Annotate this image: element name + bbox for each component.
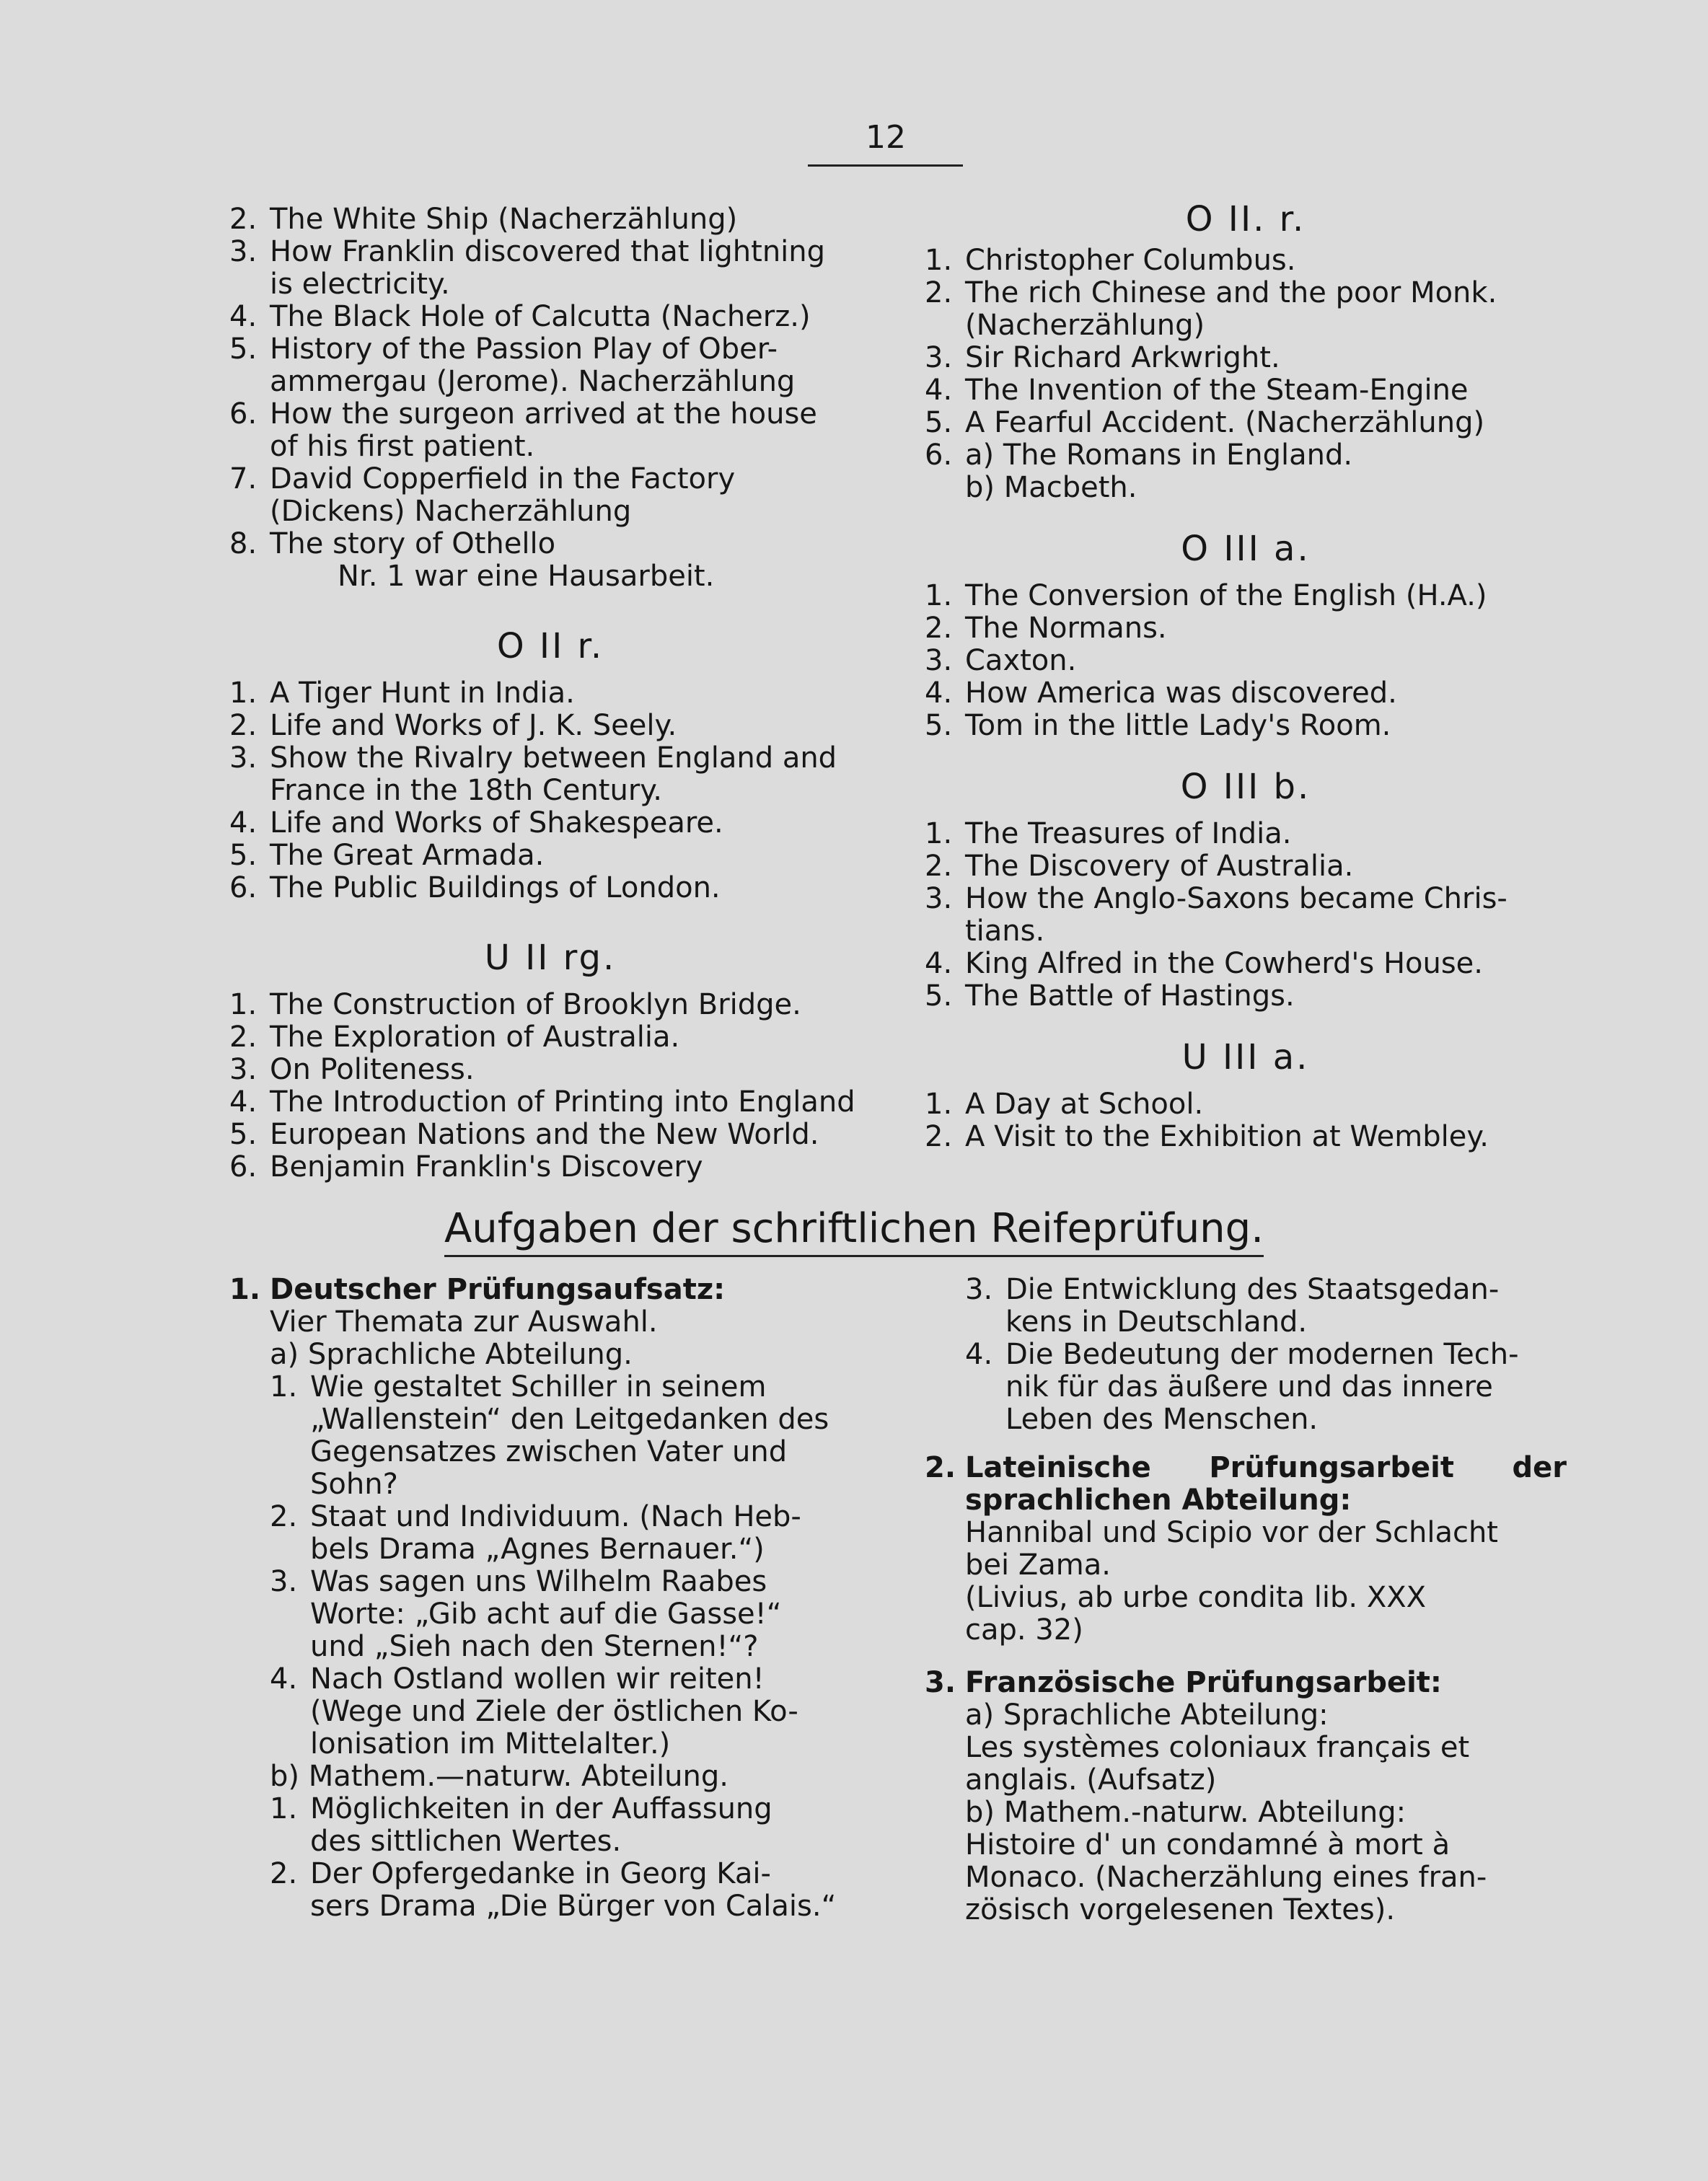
item-number: 2. (270, 1857, 298, 1890)
item-number: 3. (925, 882, 953, 915)
item-text: How Franklin discovered that lightning (270, 235, 826, 268)
french-line-3: anglais. (Aufsatz) (965, 1763, 1217, 1797)
item-text: The rich Chinese and the poor Monk. (965, 276, 1497, 309)
section-subtitle: Vier Themata zur Auswahl. (270, 1305, 658, 1339)
section-title: Französische Prüfungsarbeit: (965, 1666, 1442, 1699)
item-number: 1. (925, 817, 953, 850)
section-heading-o-iii-a: O III a. (1181, 529, 1311, 569)
item-text: A Day at School. (965, 1088, 1204, 1121)
left-column-top (229, 203, 871, 1184)
latin-line-3: (Livius, ab urbe condita lib. XXX (965, 1581, 1427, 1614)
item-text-continued: „Wallenstein“ den Leitgedanken des (310, 1403, 829, 1436)
item-text-continued: ammergau (Jerome). Nacherzählung (270, 365, 796, 398)
item-text-continued: of his first patient. (270, 430, 535, 463)
item-text: Der Opfergedanke in Georg Kai- (310, 1857, 771, 1890)
item-number: 6. (229, 871, 257, 904)
section-number: 3. (925, 1666, 956, 1699)
essay-list-prev (229, 203, 871, 560)
item-text: Die Bedeutung der modernen Tech- (1005, 1338, 1519, 1371)
left-column-bottom (229, 1274, 871, 1923)
french-exam-section (925, 1667, 1567, 1699)
item-number: 3. (270, 1565, 298, 1598)
item-number: 2. (925, 1120, 953, 1153)
list-item (229, 1501, 871, 1533)
item-text: The Public Buildings of London. (270, 871, 721, 904)
french-line-4: b) Mathem.-naturw. Abteilung: (965, 1796, 1407, 1829)
essay-list-u-ii-rg (229, 989, 871, 1184)
item-number: 7. (229, 462, 257, 495)
item-number: 3. (229, 235, 257, 268)
item-text: The Great Armada. (270, 839, 545, 872)
list-item (925, 883, 1567, 915)
item-number: 3. (229, 1053, 257, 1086)
item-text: The Construction of Brooklyn Bridge. (270, 988, 801, 1021)
list-item (925, 1121, 1567, 1153)
item-text: Tom in the little Lady's Room. (965, 709, 1391, 742)
exam-title-text: Aufgaben der schriftlichen Reifeprüfung. (444, 1205, 1264, 1257)
french-line-5: Histoire d' un condamné à mort à (965, 1828, 1451, 1861)
item-number: 1. (270, 1370, 298, 1404)
item-text-continued: lonisation im Mittelalter.) (310, 1727, 671, 1761)
french-line-1: a) Sprachliche Abteilung: (965, 1698, 1329, 1732)
essay-list-o-ii-r (229, 677, 871, 904)
french-line-6: Monaco. (Nacherzählung eines fran- (965, 1861, 1487, 1894)
list-item (229, 1858, 871, 1890)
list-item (229, 1371, 871, 1404)
item-text: On Politeness. (270, 1053, 475, 1086)
item-text: a) The Romans in England. (965, 439, 1353, 472)
item-number: 3. (965, 1273, 993, 1306)
item-number: 4. (229, 1085, 257, 1119)
item-number: 2. (229, 203, 257, 236)
exam-title (0, 1206, 1708, 1252)
item-text: History of the Passion Play of Ober- (270, 332, 778, 366)
item-text: A Fearful Accident. (Nacherzählung) (965, 406, 1485, 439)
essay-list-o-ii-r-2 (925, 244, 1567, 504)
item-text: Die Entwicklung des Staatsgedan- (1005, 1273, 1500, 1306)
item-number: 4. (229, 300, 257, 333)
item-text: David Copperfield in the Factory (270, 462, 736, 495)
list-item (229, 1793, 871, 1825)
list-item (229, 840, 871, 872)
item-text-continued: France in the 18th Century. (270, 774, 662, 807)
list-item (229, 1151, 871, 1184)
french-line-2: Les systèmes coloniaux français et (965, 1731, 1470, 1764)
item-text: Caxton. (965, 644, 1077, 677)
german-topics-b-cont (925, 1274, 1567, 1436)
item-text: Sir Richard Arkwright. (965, 341, 1280, 374)
right-column-top (925, 199, 1567, 1153)
list-item (925, 407, 1567, 439)
list-item (229, 333, 871, 366)
french-line-7: zösisch vorgelesenen Textes). (965, 1893, 1396, 1926)
list-item (229, 1086, 871, 1119)
item-number: 1. (925, 1088, 953, 1121)
item-text-continued: Gegensatzes zwischen Vater und (310, 1435, 788, 1468)
essay-list-o-iii-b (925, 818, 1567, 1013)
page-number-rule (808, 164, 963, 167)
latin-line-4: cap. 32) (965, 1613, 1083, 1647)
item-text: The Invention of the Steam-Engine (965, 374, 1469, 407)
item-text: Nach Ostland wollen wir reiten! (310, 1662, 765, 1696)
item-text-continued: und „Sieh nach den Sternen!“? (310, 1630, 759, 1663)
item-number: 2. (270, 1500, 298, 1533)
list-item (925, 677, 1567, 710)
section-number: 2. (925, 1451, 956, 1484)
essay-list-u-iii-a (925, 1088, 1567, 1153)
list-item (229, 1021, 871, 1054)
item-number: 5. (229, 1118, 257, 1151)
item-text-continued: sers Drama „Die Bürger von Calais.“ (310, 1890, 837, 1923)
item-number: 2. (925, 612, 953, 645)
item-text-continued: des sittlichen Wertes. (310, 1825, 622, 1858)
list-item (925, 374, 1567, 407)
section-heading-u-iii-a: U III a. (1181, 1037, 1310, 1078)
item-number: 3. (229, 741, 257, 775)
item-number: 4. (925, 947, 953, 980)
list-item (925, 948, 1567, 980)
item-text: The Normans. (965, 612, 1167, 645)
item-text: Life and Works of Shakespeare. (270, 806, 723, 840)
section-heading-u-ii-rg: U II rg. (484, 938, 617, 978)
item-number: 5. (925, 406, 953, 439)
section-title: Deutscher Prüfungsaufsatz: (270, 1273, 726, 1306)
item-text: How the surgeon arrived at the house (270, 397, 817, 431)
right-column-bottom (925, 1274, 1567, 1926)
item-text: Life and Works of J. K. Seely. (270, 709, 677, 742)
list-item (925, 1274, 1567, 1306)
item-number: 2. (925, 276, 953, 309)
item-text: How the Anglo-Saxons became Chris- (965, 882, 1507, 915)
item-number: 2. (229, 709, 257, 742)
list-item (229, 807, 871, 840)
item-number: 8. (229, 527, 257, 560)
list-item (229, 236, 871, 268)
list-item (925, 645, 1567, 677)
section-heading-o-iii-b: O III b. (1180, 767, 1311, 807)
list-item (229, 872, 871, 904)
item-text: A Visit to the Exhibition at Wembley. (965, 1120, 1489, 1153)
item-text: The Exploration of Australia. (270, 1021, 680, 1054)
item-number: 1. (229, 677, 257, 710)
item-text: The Black Hole of Calcutta (Nacherz.) (270, 300, 811, 333)
latin-exam-section (925, 1452, 1567, 1484)
list-item (925, 850, 1567, 883)
german-topics-a (229, 1371, 871, 1761)
item-text-continued: (Dickens) Nacherzählung (270, 495, 632, 528)
list-item (925, 439, 1567, 472)
item-text-continued: Worte: „Gib acht auf die Gasse!“ (310, 1598, 782, 1631)
list-item (229, 528, 871, 560)
list-item (229, 1054, 871, 1086)
item-text: The story of Othello (270, 527, 556, 560)
item-text: Möglichkeiten in der Auffassung (310, 1792, 772, 1825)
list-item (229, 989, 871, 1021)
item-number: 5. (925, 979, 953, 1013)
german-topics-b (229, 1793, 871, 1923)
list-item (925, 580, 1567, 612)
item-text-continued: nik für das äußere und das innere (1005, 1370, 1493, 1404)
item-number: 6. (925, 439, 953, 472)
item-number: 2. (229, 1021, 257, 1054)
item-text: Show the Rivalry between England and (270, 741, 837, 775)
item-number: 3. (925, 644, 953, 677)
item-number: 5. (229, 332, 257, 366)
item-text-continued: Sohn? (310, 1468, 398, 1501)
item-text: King Alfred in the Cowherd's House. (965, 947, 1484, 980)
item-text: Christopher Columbus. (965, 244, 1296, 277)
item-text: A Tiger Hunt in India. (270, 677, 575, 710)
list-item (229, 463, 871, 495)
item-text: Was sagen uns Wilhelm Raabes (310, 1565, 767, 1598)
item-number: 4. (229, 806, 257, 840)
homework-note: Nr. 1 war eine Hausarbeit. (338, 560, 715, 593)
item-text-continued: b) Macbeth. (965, 471, 1137, 504)
item-number: 1. (270, 1792, 298, 1825)
item-text: The White Ship (Nacherzählung) (270, 203, 738, 236)
list-item (925, 818, 1567, 850)
german-exam-section (229, 1274, 871, 1306)
item-number: 6. (229, 1150, 257, 1184)
item-text-continued: kens in Deutschland. (1005, 1305, 1308, 1339)
item-text-continued: Leben des Menschen. (1005, 1403, 1319, 1436)
item-number: 5. (925, 709, 953, 742)
item-text: How America was discovered. (965, 677, 1397, 710)
item-number: 5. (229, 839, 257, 872)
item-number: 1. (925, 244, 953, 277)
item-text: European Nations and the New World. (270, 1118, 819, 1151)
list-item (229, 203, 871, 236)
section-title: Lateinische Prüfungsarbeit der (965, 1451, 1567, 1484)
list-item (925, 244, 1567, 277)
item-number: 4. (925, 374, 953, 407)
latin-line-2: bei Zama. (965, 1548, 1111, 1582)
list-item (925, 980, 1567, 1013)
item-number: 4. (925, 677, 953, 710)
item-text-continued: tians. (965, 915, 1045, 948)
item-number: 4. (270, 1662, 298, 1696)
list-item (229, 742, 871, 775)
latin-line-1: Hannibal und Scipio vor der Schlacht (965, 1516, 1498, 1549)
item-text: The Battle of Hastings. (965, 979, 1295, 1013)
section-heading-o-ii-r-2: O II. r. (1185, 199, 1306, 239)
list-item (229, 1663, 871, 1696)
item-number: 6. (229, 397, 257, 431)
item-text: The Treasures of India. (965, 817, 1292, 850)
item-text: Wie gestaltet Schiller in seinem (310, 1370, 767, 1404)
list-item (229, 710, 871, 742)
item-number: 4. (965, 1338, 993, 1371)
section-number: 1. (229, 1273, 261, 1306)
section-title-cont: sprachlichen Abteilung: (965, 1484, 1352, 1517)
item-number: 3. (925, 341, 953, 374)
item-text-continued: (Wege und Ziele der östlichen Ko- (310, 1695, 798, 1728)
list-item (229, 677, 871, 710)
list-item (925, 277, 1567, 309)
item-text: Staat und Individuum. (Nach Heb- (310, 1500, 801, 1533)
list-item (925, 342, 1567, 374)
item-number: 1. (229, 988, 257, 1021)
list-item (229, 1119, 871, 1151)
list-item (925, 1088, 1567, 1121)
item-text: Benjamin Franklin's Discovery (270, 1150, 703, 1184)
item-text: The Discovery of Australia. (965, 850, 1354, 883)
item-number: 2. (925, 850, 953, 883)
essay-list-o-iii-a (925, 580, 1567, 742)
list-item (925, 612, 1567, 645)
list-item (229, 398, 871, 431)
item-text-continued: is electricity. (270, 268, 450, 301)
item-text: The Conversion of the English (H.A.) (965, 579, 1487, 612)
list-item (925, 710, 1567, 742)
section-heading-o-ii-r: O II r. (496, 626, 604, 666)
list-item (925, 1339, 1567, 1371)
item-text-continued: bels Drama „Agnes Bernauer.“) (310, 1533, 765, 1566)
page-number: 12 (866, 119, 906, 156)
item-text-continued: (Nacherzählung) (965, 309, 1205, 342)
division-a-label: a) Sprachliche Abteilung. (270, 1338, 633, 1371)
division-b-label: b) Mathem.—naturw. Abteilung. (270, 1760, 728, 1793)
list-item (229, 1566, 871, 1598)
item-text: The Introduction of Printing into England (270, 1085, 855, 1119)
item-number: 1. (925, 579, 953, 612)
list-item (229, 301, 871, 333)
